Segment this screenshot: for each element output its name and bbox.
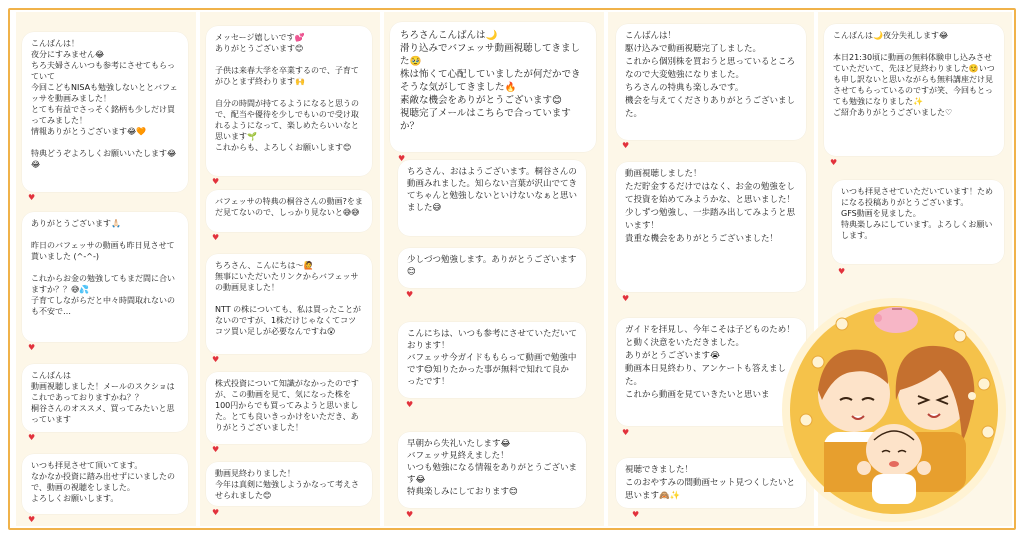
message-column-2 (200, 12, 380, 526)
heart-reaction-icon: ♥ (406, 290, 414, 299)
message-bubble: ちろさん、こんにちは〜🙋 無事にいただいたリンクからバフェッサの動画見ました！ NTT の株についても、私は買ったことがないのですが、1株だけじゃなくてコツコツ買い足しが必要なんですね😮 (206, 254, 372, 354)
message-bubble: ありがとうございます🙏🏻 昨日のバフェッサの動画も昨日見させて貰いました (^-^-) これからお金の勉強してもまだ間に合いますか？？😅💦 子育てしながらだと中々時間取れないのも不安で… (22, 212, 188, 342)
message-bubble: バフェッサの特典の桐谷さんの動画?をまだ見てないので、しっかり見ないと😅😅 (206, 190, 372, 232)
message-bubble: 少しづつ勉強します。ありがとうございます😊 (398, 248, 586, 288)
family-illustration (776, 292, 1016, 532)
heart-reaction-icon: ♥ (28, 515, 36, 524)
message-bubble: こんばんは！ 駆け込みで動画視聴完了しました。 これから個別株を買おうと思っているところなので大変勉強になりました。 ちろさんの特典も楽しみです。 機会を与えてくださりありがとうございました。 (616, 24, 806, 140)
message-bubble: ガイドを拝見し、今年こそは子どものため！と動く決意をいただきました。 ありがとうございます😭 動画本日見終わり、アンケートも答えました。 これから動画を見ていきたいと思いま (616, 318, 806, 426)
heart-reaction-icon: ♥ (838, 267, 846, 276)
heart-reaction-icon: ♥ (622, 294, 630, 303)
heart-reaction-icon: ♥ (28, 193, 36, 202)
heart-reaction-icon: ♥ (28, 433, 36, 442)
family-with-baby-and-piggy-bank-icon (776, 292, 1016, 532)
heart-reaction-icon: ♥ (212, 355, 220, 364)
heart-reaction-icon: ♥ (830, 158, 838, 167)
heart-reaction-icon: ♥ (212, 508, 220, 517)
message-bubble: 動画見終わりました！ 今年は真剣に勉強しようかなって考えさせられました😊 (206, 462, 372, 506)
heart-reaction-icon: ♥ (212, 233, 220, 242)
heart-reaction-icon: ♥ (406, 400, 414, 409)
message-bubble: メッセージ嬉しいです💕 ありがとうございます😊 子供は来春大学を卒業するので、子育てがひとまず終わります🙌 自分の時間が持てるようになると思うので、配当や優待を少しでもいので受け取れるようになって、楽しめたらいいなと思います🌱 これからも、よろしくお願いします😊 (206, 26, 372, 176)
heart-reaction-icon: ♥ (406, 510, 414, 519)
message-bubble: いつも拝見させていただいています！ためになる投稿ありがとうございます。 GFS動画を見ました。 特典楽しみにしています。よろしくお願いします。 (832, 180, 1004, 264)
heart-reaction-icon: ♥ (398, 154, 406, 163)
heart-reaction-icon: ♥ (622, 141, 630, 150)
message-bubble: 動画視聴しました！ ただ貯金するだけではなく、お金の勉強をして投資を始めてみようかな、と思いました！ 少しずつ勉強し、一歩踏み出してみようと思います！ 貴重な機会をありがとうございました！ (616, 162, 806, 292)
message-bubble: こんにちは、いつも参考にさせていただいております！ バフェッサ今ガイドももらって動画で勉強中です😊知りたかった事が無料で知れて良かったです！ (398, 322, 586, 398)
message-bubble: こんばんは！ 夜分にすみません😂 ちろ夫婦さんいつも参考にさせてもらっていて 今回こどもNISAも勉強しないととバフェッサを動画みました！ とても有益でさっそく銘柄も少しだけ買ってみました！ 情報ありがとうございます😂🧡 特典どうぞよろしくお願いいたします😂😂 (22, 32, 188, 192)
message-bubble: こんばんは🌙夜分失礼します😂 本日21:30頃に動画の無料体験申し込みさせていただいて、先ほど見終わりました☺️いつも申し訳ないと思いながらも無料講座だけ見させてもらっているのですが笑、今回もとっても勉強になりました✨ ご紹介ありがとうございました♡ (824, 24, 1004, 156)
message-column-1 (16, 12, 196, 526)
message-bubble: 早朝から失礼いたします😂 バフェッサ見終えました！ いつも勉強になる情報をありがとうございます😂 特典楽しみにしております😊 (398, 432, 586, 508)
heart-reaction-icon: ♥ (212, 177, 220, 186)
message-bubble: ちろさん、おはようございます。桐谷さんの動画みれました。知らない言葉が沢山でてきてちゃんと勉強しないといけないなぁと思いました😅 (398, 160, 586, 236)
message-column-3 (384, 12, 604, 526)
message-bubble: ちろさんこんばんは🌙 滑り込みでバフェッサ動画視聴してきました🥹 株は怖くて心配していましたが何だかできそうな気がしてきました🔥 素敵な機会をありがとうございます😊 視聴完了メールはこちらで合っていますか？ (390, 22, 596, 152)
message-bubble: 視聴できました！ このおやすみの間動画セット見つくしたいと思います🙈✨ (616, 458, 806, 508)
message-bubble: こんばんは 動画視聴しました！メールのスクショはこれであっておりますかね？？ 桐谷さんのオススメ、買ってみたいと思っています (22, 364, 188, 432)
heart-reaction-icon: ♥ (212, 445, 220, 454)
heart-reaction-icon: ♥ (28, 343, 36, 352)
message-bubble: いつも拝見させて頂いてます。 なかなか投資に踏み出せずにいましたので、動画の視聴をしました。 よろしくお願いします。 (22, 454, 188, 514)
heart-reaction-icon: ♥ (632, 510, 640, 519)
heart-reaction-icon: ♥ (622, 428, 630, 437)
message-bubble: 株式投資について知識がなかったのですが、この動画を見て、気になった株を100円からでも買ってみようと思いました。とても良いきっかけをいただき、ありがとうございました！ (206, 372, 372, 444)
